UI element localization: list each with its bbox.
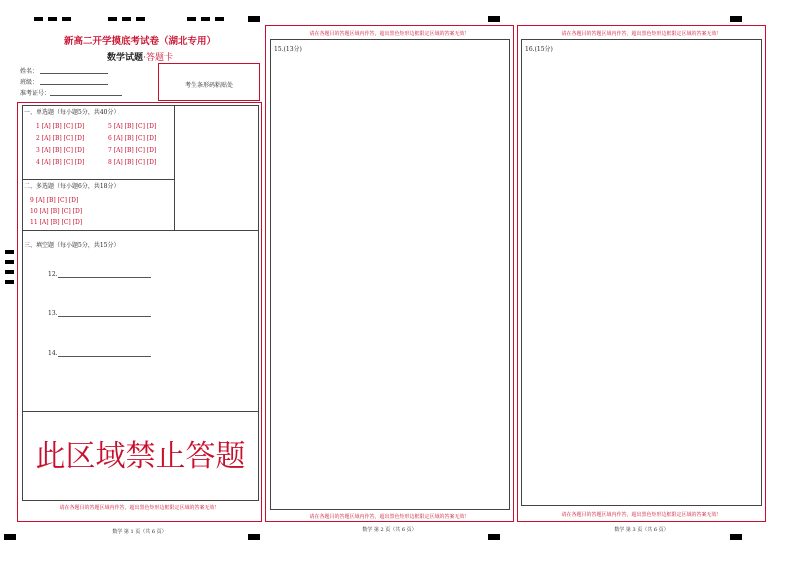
corner-mark — [248, 16, 260, 22]
timing-mark — [136, 17, 145, 21]
corner-mark — [4, 534, 16, 540]
page2-footer: 数学 第 2 页（共 6 页） — [362, 527, 417, 533]
single-choice-item[interactable]: 2 [A] [B] [C] [D] — [36, 135, 85, 142]
multi-choice-item[interactable]: 10 [A] [B] [C] [D] — [30, 208, 83, 215]
timing-mark — [108, 17, 117, 21]
corner-mark — [488, 16, 500, 22]
answer-card-label: 答题卡 — [145, 53, 173, 63]
single-choice-item[interactable]: 5 [A] [B] [C] [D] — [108, 123, 157, 130]
no-answer-top-line — [22, 411, 259, 412]
fill-blank-line[interactable] — [58, 316, 151, 317]
field-name-label: 姓名： — [20, 68, 39, 75]
corner-mark — [730, 16, 742, 22]
timing-mark — [48, 17, 57, 21]
q15-label: 15.(13分) — [274, 46, 302, 53]
barcode-box[interactable] — [158, 63, 260, 101]
id-input-line[interactable] — [50, 95, 122, 96]
single-choice-col1 — [36, 121, 84, 169]
section2-bottom-line — [22, 230, 259, 231]
q16-answer-box[interactable] — [521, 39, 762, 506]
timing-mark — [62, 17, 71, 21]
page2-warning-bottom: 请在各题目的答题区域内作答，超出黑色矩形边框限定区域的答案无效！ — [309, 514, 470, 520]
single-choice-item[interactable]: 3 [A] [B] [C] [D] — [36, 147, 85, 154]
page1-footer: 数学 第 1 页（共 6 页） — [112, 529, 167, 535]
no-answer-zone-text: 此区域禁止答题 — [35, 439, 246, 474]
exam-title: 新高二开学摸底考试卷（湖北专用） — [63, 36, 216, 47]
timing-mark — [34, 17, 43, 21]
single-choice-item[interactable]: 6 [A] [B] [C] [D] — [108, 135, 157, 142]
multi-choice-item[interactable]: 9 [A] [B] [C] [D] — [30, 197, 79, 204]
timing-mark — [5, 270, 14, 274]
single-choice-item[interactable]: 1 [A] [B] [C] [D] — [36, 123, 85, 130]
fill-blank-number: 14. — [48, 350, 58, 357]
class-input-line[interactable] — [40, 84, 108, 85]
timing-mark — [201, 17, 210, 21]
multi-choice-list — [30, 195, 82, 228]
q16-label: 16.(15分) — [525, 46, 553, 53]
page2-warning-top: 请在各题目的答题区域内作答，超出黑色矩形边框限定区域的答案无效！ — [309, 31, 470, 37]
page3-warning-top: 请在各题目的答题区域内作答，超出黑色矩形边框限定区域的答案无效！ — [561, 31, 722, 37]
single-choice-col2 — [108, 121, 156, 169]
field-id-label: 准考证号： — [20, 90, 51, 97]
objective-divider — [174, 105, 175, 231]
multi-choice-item[interactable]: 11 [A] [B] [C] [D] — [30, 219, 83, 226]
section1-bottom-line — [22, 179, 175, 180]
fill-blank-line[interactable] — [58, 277, 151, 278]
page1-warning: 请在各题目的答题区域内作答，超出黑色矩形边框限定区域的答案无效！ — [59, 505, 220, 511]
field-class-label: 班级： — [20, 79, 39, 86]
timing-mark — [5, 260, 14, 264]
timing-mark — [215, 17, 224, 21]
name-input-line[interactable] — [40, 73, 108, 74]
fill-blank-line[interactable] — [58, 356, 151, 357]
corner-mark — [488, 534, 500, 540]
page3-footer: 数学 第 3 页（共 6 页） — [614, 527, 669, 533]
q15-answer-box[interactable] — [270, 39, 510, 510]
single-choice-item[interactable]: 4 [A] [B] [C] [D] — [36, 159, 85, 166]
timing-mark — [187, 17, 196, 21]
single-choice-item[interactable]: 7 [A] [B] [C] [D] — [108, 147, 157, 154]
fill-blank-number: 12. — [48, 271, 58, 278]
timing-mark — [5, 250, 14, 254]
title-dot: · — [143, 53, 146, 63]
subject-title-row — [18, 50, 262, 63]
single-choice-header: 一、单选题（每小题5分，共40分） — [24, 109, 120, 116]
page3-warning-bottom: 请在各题目的答题区域内作答，超出黑色矩形边框限定区域的答案无效！ — [561, 512, 722, 518]
corner-mark — [730, 534, 742, 540]
fill-blank-header: 三、填空题（每小题5分，共15分） — [24, 242, 120, 249]
timing-mark — [5, 280, 14, 284]
timing-mark — [122, 17, 131, 21]
single-choice-item[interactable]: 8 [A] [B] [C] [D] — [108, 159, 157, 166]
barcode-label: 考生条形码粘贴处 — [184, 82, 233, 89]
fill-blank-number: 13. — [48, 310, 58, 317]
subject-title: 数学试题 — [107, 53, 144, 63]
multi-choice-header: 二、多选题（每小题6分，共18分） — [24, 183, 120, 190]
